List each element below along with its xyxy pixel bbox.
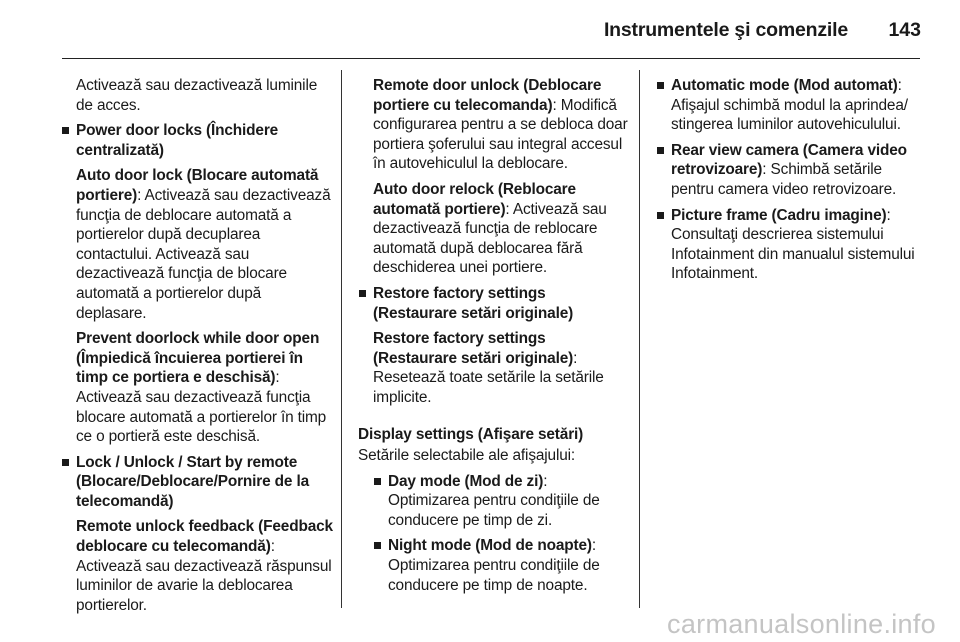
list-item-power-door-locks: [61, 121, 333, 447]
sub-paragraph: [388, 536, 632, 595]
column-divider-1: [341, 70, 342, 608]
page-title: Instrumentele şi comenzile: [603, 19, 848, 41]
sub-paragraph: [373, 329, 632, 407]
description: : Activează sau dezactivează funcţia de reblocare automată după deblocarea fără deschiderea unei portiere.: [373, 200, 607, 277]
sub-paragraph: [671, 206, 926, 284]
description: : Activează sau dezactivează funcţia de deblocare automată a portierelor după decuplarea contactului. Activează sau dezactivează funcţia de blocare automată a portierelor după deplasare.: [76, 186, 331, 322]
watermark: carmanualsonline.info: [667, 609, 936, 639]
term: Day mode (Mod de zi): [388, 472, 544, 490]
term: Prevent doorlock while door open (Împiedică încuierea portierei în timp ce portiera e deschisă): [76, 330, 320, 387]
header-rule: [62, 58, 920, 59]
term: Rear view camera (Camera video retrovizoare): [671, 141, 907, 179]
item-heading: Lock / Unlock / Start by remote (Blocare/Deblocare/Pornire de la telecomandă): [76, 453, 309, 510]
term: Automatic mode (Mod automat): [671, 77, 898, 94]
sub-paragraph: [76, 329, 333, 447]
column-1: [61, 76, 333, 615]
item-heading: Power door locks (Închidere centralizată): [76, 122, 279, 159]
description: : Activează sau dezactivează răspunsul luminilor de avarie la deblocarea portierelor.: [76, 538, 332, 614]
list-item-picture-frame: [656, 206, 926, 284]
sub-paragraph: [388, 472, 632, 531]
list-item-automatic-mode: [656, 76, 926, 135]
description: : Schimbă setările pentru camera video retrovizoare.: [671, 161, 897, 198]
sub-paragraph: [358, 180, 632, 278]
list-item-lock-unlock: [61, 453, 333, 616]
sub-paragraph: [671, 76, 926, 135]
term: Restore factory settings (Restaurare setări originale): [373, 330, 574, 367]
term: Auto door relock (Reblocare automată portiere): [373, 180, 576, 218]
item-heading: Restore factory settings (Restaurare setări originale): [373, 284, 574, 322]
term: Auto door lock (Blocare automată portiere): [76, 167, 319, 204]
sub-paragraph: [358, 76, 632, 174]
sub-paragraph: [76, 166, 333, 323]
description: : Optimizarea pentru condiţiile de conducere pe timp de noapte.: [388, 537, 600, 594]
list-item-day-mode: [373, 472, 632, 531]
page-number: 143: [888, 19, 921, 41]
bullet-icon: [62, 127, 69, 134]
description: : Resetează toate setările la setările implicite.: [373, 349, 604, 406]
access-lights-text: Activează sau dezactivează luminile de acces.: [76, 77, 318, 114]
description: : Consultaţi descrierea sistemului Infotainment din manualul sistemului Infotainment.: [671, 206, 915, 283]
sub-paragraph: [76, 517, 333, 615]
term: Night mode (Mod de noapte): [388, 537, 592, 555]
bullet-icon: [374, 478, 381, 485]
bullet-icon: [359, 290, 366, 297]
description: : Modifică configurarea pentru a se debloca doar portiera şoferului sau integral accesul în autovehiculul la deblocare.: [373, 96, 628, 173]
page-header: [0, 0, 960, 58]
column-2: [358, 76, 632, 595]
bullet-icon: [374, 542, 381, 549]
term: Remote door unlock (Deblocare portiere cu telecomanda): [373, 77, 602, 114]
term: Picture frame (Cadru imagine): [671, 206, 887, 224]
term: Remote unlock feedback (Feedback deblocare cu telecomandă): [76, 518, 333, 556]
bullet-icon: [62, 459, 69, 466]
display-intro-text: Setările selectabile ale afişajului:: [358, 447, 576, 465]
description: : Activează sau dezactivează funcţia blocare automată a portierelor în timp ce o portieră este deschisă.: [76, 369, 327, 446]
bullet-icon: [657, 82, 664, 89]
column-divider-2: [639, 70, 640, 608]
bullet-icon: [657, 212, 664, 219]
sub-paragraph: [671, 141, 926, 200]
description: : Afişajul schimbă modul la aprindea/ stingerea luminilor autovehiculului.: [671, 77, 908, 134]
list-item-night-mode: [373, 536, 632, 595]
column-3: [656, 76, 926, 284]
description: : Optimizarea pentru condiţiile de conducere pe timp de zi.: [388, 472, 600, 529]
section-heading-display-settings: Display settings (Afişare setări): [358, 425, 584, 443]
list-item-restore-factory: [358, 284, 632, 408]
bullet-icon: [657, 147, 664, 154]
list-item-rear-view-camera: [656, 141, 926, 200]
